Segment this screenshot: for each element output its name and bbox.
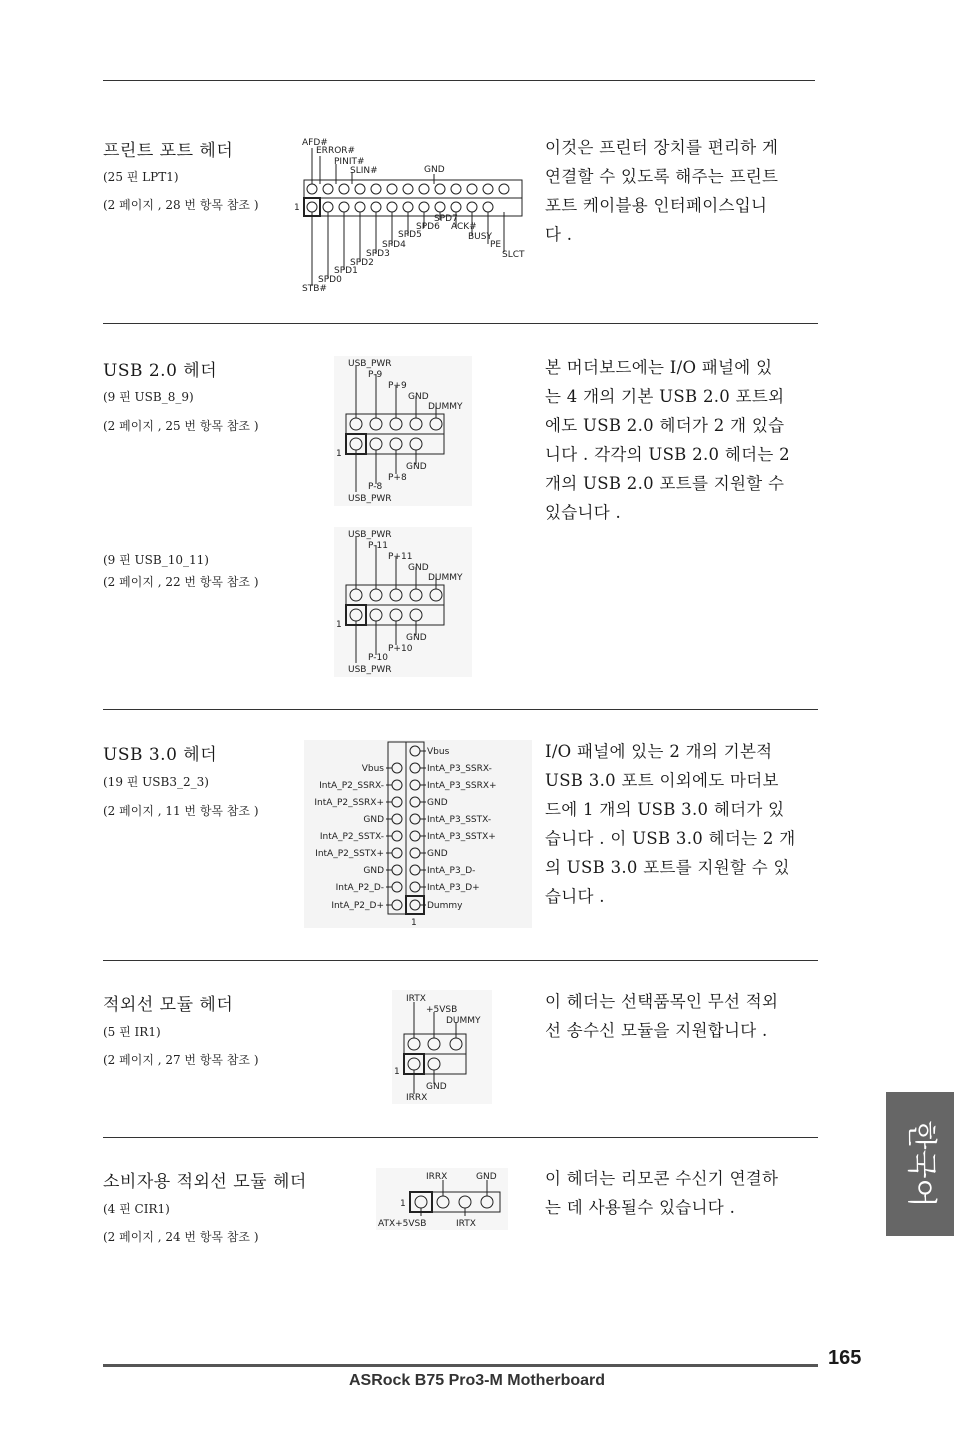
usb2-header-diagram-1 [334,356,472,506]
lpt-label-slin: SLIN# [350,166,378,176]
page-number: 165 [828,1347,862,1369]
usb2-label: USB_PWR [348,530,392,540]
lpt-pin1: 1 [294,203,300,213]
desc-line: 습니다 . [545,887,605,906]
section-title-usb3: USB 3.0 헤더 [103,745,218,765]
section-sub-pins: (19 핀 USB3_2_3) [103,775,209,789]
usb2-label: DUMMY [428,573,463,583]
cir-header-diagram [376,1168,508,1230]
lpt-label-spd3: SPD3 [366,249,390,259]
usb2-label: GND [408,392,429,402]
lpt-label-spd2: SPD2 [350,258,374,268]
usb2-pin1: 1 [336,620,342,630]
usb2-label: USB_PWR [348,494,392,504]
usb2-label: P+10 [388,644,413,654]
lpt-label-ack: ACK# [451,222,477,232]
lpt-label-spd7: SPD7 [434,214,458,224]
lpt-label-slct: SLCT [502,250,525,260]
usb3-label: IntA_P3_SSTX- [427,815,492,825]
desc-line: 이 헤더는 선택품목인 무선 적외 [545,992,779,1011]
desc-line: 드에 1 개의 USB 3.0 헤더가 있 [545,800,785,819]
section-sub-ref: (2 페이지 , 11 번 항목 참조 ) [103,804,259,818]
lpt-label-afd: AFD# [302,138,328,148]
usb3-label: IntA_P2_D+ [331,901,384,911]
usb2-label: P-9 [368,370,383,380]
usb3-label: IntA_P3_D+ [427,883,480,893]
section-title-cir: 소비자용 적외선 모듈 헤더 [103,1172,307,1192]
usb2-label: GND [408,563,429,573]
section-sub-pins: (25 핀 LPT1) [103,170,179,184]
lpt-label-pe: PE [490,240,502,250]
lpt-label-spd5: SPD5 [398,230,422,240]
section-desc-usb3 [545,737,820,911]
usb3-label: IntA_P3_D- [427,866,476,876]
desc-line: 본 머더보드에는 I/O 패널에 있 [545,358,773,377]
usb3-label: IntA_P2_D- [335,883,384,893]
ir-label: IRRX [406,1093,428,1103]
lpt-label-gnd: GND [424,165,445,175]
usb3-label: IntA_P3_SSRX- [427,764,492,774]
lpt-label-busy: BUSY [468,232,492,242]
lpt-header-diagram [294,136,530,294]
usb2-label: P+8 [388,473,407,483]
desc-line: 는 4 개의 기본 USB 2.0 포트외 [545,387,785,406]
ir-pin1: 1 [394,1067,400,1077]
lpt-label-stb: STB# [302,284,327,294]
cir-label: IRTX [456,1219,476,1229]
section-desc-cir [545,1164,820,1222]
language-tab-label: 한국어 [903,1120,939,1208]
desc-line: 는 데 사용될수 있습니다 . [545,1198,736,1217]
usb3-header-diagram [304,740,532,928]
section-sub-pins: (9 핀 USB_8_9) [103,390,194,404]
lpt-label-spd0: SPD0 [318,275,342,285]
desc-line: I/O 패널에 있는 2 개의 기본적 [545,742,773,761]
desc-line: USB 3.0 포트 이외에도 마더보 [545,771,779,790]
cir-label: ATX+5VSB [378,1219,427,1229]
divider [103,960,818,961]
usb3-label: Dummy [427,901,463,911]
section-sub-ref: (2 페이지 , 28 번 항목 참조 ) [103,198,259,212]
section-desc-printport [545,133,820,249]
lpt-label-error: ERROR# [316,146,356,156]
desc-line: 이것은 프린터 장치를 편리하 게 [545,138,779,157]
section-sub-ref-2: (2 페이지 , 22 번 항목 참조 ) [103,575,259,589]
footer-title: ASRock B75 Pro3-M Motherboard [348,1372,606,1389]
section-desc-ir [545,987,820,1045]
section-sub-ref: (2 페이지 , 24 번 항목 참조 ) [103,1230,259,1244]
usb3-label: IntA_P3_SSRX+ [427,781,497,791]
lpt-label-pinit: PINIT# [334,157,365,167]
usb2-label: P-8 [368,482,383,492]
desc-line: 습니다 . 이 USB 3.0 헤더는 2 개 [545,829,796,848]
ir-label: GND [426,1082,447,1092]
usb3-label: Vbus [361,764,384,774]
desc-line: 의 USB 3.0 포트를 지원할 수 있 [545,858,790,877]
ir-label: DUMMY [446,1016,481,1026]
section-sub-pins: (5 핀 IR1) [103,1025,161,1039]
top-rule [103,80,815,81]
usb2-label: DUMMY [428,402,463,412]
usb2-label: GND [406,462,427,472]
usb2-pin1: 1 [336,449,342,459]
usb3-label: IntA_P2_SSRX+ [314,798,384,808]
section-desc-usb2 [545,353,820,527]
usb2-label: GND [406,633,427,643]
usb3-label: GND [363,866,384,876]
lpt-label-spd4: SPD4 [382,240,406,250]
cir-pin1: 1 [400,1199,406,1209]
usb3-label: GND [363,815,384,825]
usb3-pin1: 1 [411,918,417,928]
section-title-usb2: USB 2.0 헤더 [103,361,218,381]
usb3-label: GND [427,798,448,808]
usb2-header-diagram-2 [334,527,472,677]
ir-label: +5VSB [426,1005,458,1015]
section-sub-ref: (2 페이지 , 25 번 항목 참조 ) [103,419,259,433]
desc-line: 선 송수신 모듈을 지원합니다 . [545,1021,768,1040]
desc-line: 연결할 수 있도록 해주는 프린트 [545,167,779,186]
usb3-label: IntA_P2_SSRX- [319,781,384,791]
footer-rule [103,1364,818,1367]
lpt-label-spd6: SPD6 [416,222,440,232]
cir-label: IRRX [426,1172,448,1182]
usb3-label: IntA_P3_SSTX+ [427,832,496,842]
desc-line: 이 헤더는 리모콘 수신기 연결하 [545,1169,779,1188]
divider [103,1137,818,1138]
ir-label: IRTX [406,994,426,1004]
desc-line: 포트 케이블용 인터페이스입니 [545,196,768,215]
section-title-printport: 프린트 포트 헤더 [103,141,234,161]
language-tab [886,1092,954,1236]
desc-line: 니다 . 각각의 USB 2.0 헤더는 2 [545,445,790,464]
desc-line: 다 . [545,225,573,244]
section-sub-pins: (4 핀 CIR1) [103,1202,170,1216]
section-sub-ref: (2 페이지 , 27 번 항목 참조 ) [103,1053,259,1067]
section-title-ir: 적외선 모듈 헤더 [103,995,234,1015]
usb2-label: P-11 [368,541,388,551]
usb3-label: Vbus [427,747,450,757]
usb2-label: USB_PWR [348,359,392,369]
usb3-label: IntA_P2_SSTX+ [315,849,384,859]
divider [103,709,818,710]
cir-label: GND [476,1172,497,1182]
lpt-label-spd1: SPD1 [334,266,358,276]
usb2-label: P-10 [368,653,388,663]
ir-header-diagram [392,990,492,1104]
usb3-label: IntA_P2_SSTX- [319,832,384,842]
desc-line: 에도 USB 2.0 헤더가 2 개 있습 [545,416,785,435]
divider [103,323,818,324]
usb3-label: GND [427,849,448,859]
usb2-label: USB_PWR [348,665,392,675]
desc-line: 있습니다 . [545,503,622,522]
section-sub-pins-2: (9 핀 USB_10_11) [103,553,209,567]
usb2-label: P+11 [388,552,413,562]
usb2-label: P+9 [388,381,407,391]
desc-line: 개의 USB 2.0 포트를 지원할 수 [545,474,785,493]
